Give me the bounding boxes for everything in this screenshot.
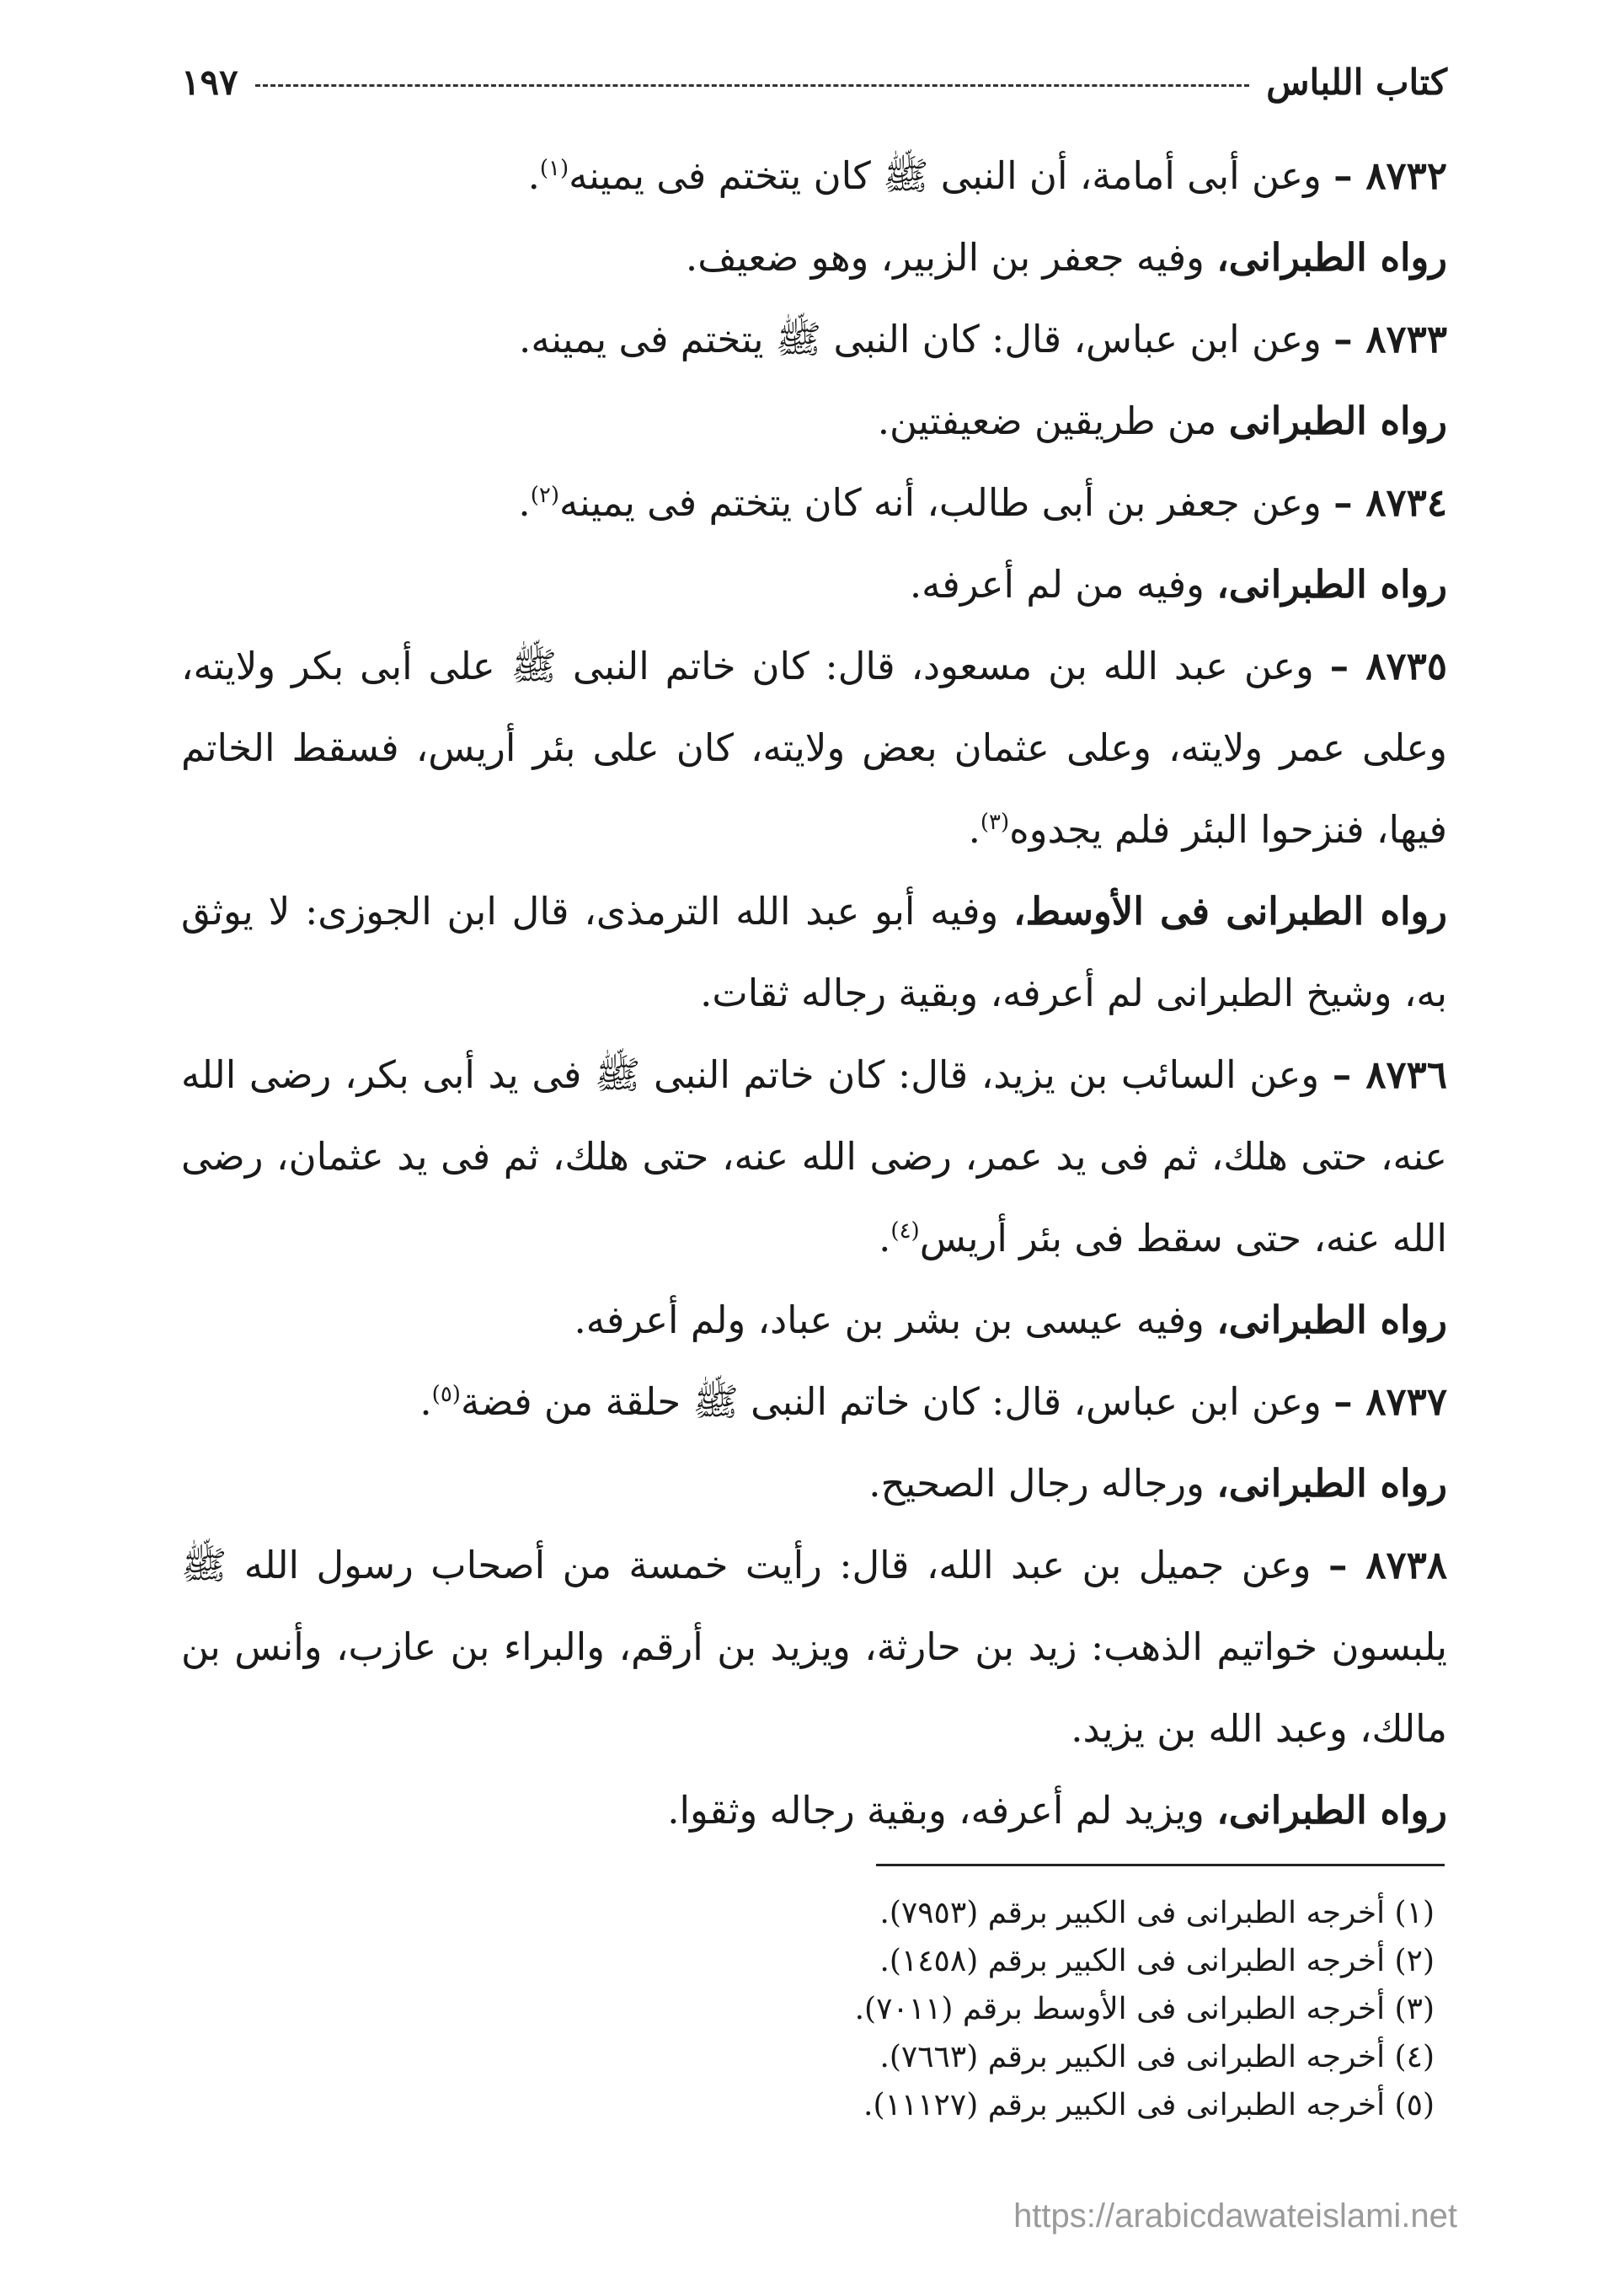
- hadith-8737: ٨٧٣٧ – وعن ابن عباس، قال: كان خاتم النبى ﷺ حلقة من فضة$^{(٥)}$.: [419, 1379, 1447, 1424]
- grading-text: وفيه جعفر بن الزبير، وهو ضعيف.: [685, 235, 1205, 280]
- hadith-8738: [181, 1524, 1447, 1769]
- grading-text: وفيه أبو عبد الله الترمذى، قال ابن الجوزى: لا يوثق به، وشيخ الطبرانى لم أعرفه، وبقية رجاله ثقات.: [181, 889, 1447, 1015]
- grading-8732: [181, 217, 1447, 298]
- hadith-number: ٨٧٣٦ –: [1332, 1052, 1447, 1097]
- grading-8734: [181, 543, 1447, 625]
- grading-text: ورجاله رجال الصحيح.: [868, 1461, 1205, 1506]
- footnote-ref: (٥): [431, 1382, 461, 1407]
- hadith-number: ٨٧٣٨ –: [1328, 1543, 1447, 1587]
- hadith-8732: ٨٧٣٢ – وعن أبى أمامة، أن النبى ﷺ كان يتختم فى يمينه$^{(١)}$.: [527, 153, 1447, 198]
- hadith-number: ٨٧٣٢ –: [1333, 153, 1447, 198]
- grading-8738: [181, 1769, 1447, 1851]
- hadith-number: ٨٧٣٤ –: [1333, 480, 1447, 525]
- chapter-title: كتاب اللباس: [1266, 61, 1447, 103]
- source-label: رواه الطبرانى،: [1216, 1461, 1447, 1506]
- footnote-ref: (٢): [530, 483, 560, 508]
- footnote-ref: (٤): [890, 1218, 920, 1244]
- hadith-text-content: وعن السائب بن يزيد، قال: كان خاتم النبى ﷺ فى يد أبى بكر، رضى الله عنه، حتى هلك، ثم فى يد عمر، رضى الله عنه، حتى هلك، ثم فى يد عثمان، رضى الله عنه، حتى سقط فى بئر أريس: [181, 1052, 1447, 1260]
- hadith-text-content: وعن ابن عباس، قال: كان النبى ﷺ يتختم فى يمينه.: [519, 317, 1322, 361]
- source-label: رواه الطبرانى فى الأوسط،: [1013, 889, 1447, 934]
- footnote-separator: [876, 1864, 1445, 1866]
- hadith-text-content: وعن أبى أمامة، أن النبى ﷺ كان يتختم فى يمينه: [569, 153, 1322, 198]
- hadith-8734: ٨٧٣٤ – وعن جعفر بن أبى طالب، أنه كان يتختم فى يمينه$^{(٢)}$.: [518, 480, 1447, 525]
- hadith-number: ٨٧٣٧ –: [1333, 1379, 1447, 1424]
- source-label: رواه الطبرانى،: [1216, 1788, 1447, 1833]
- source-label: رواه الطبرانى،: [1216, 562, 1447, 607]
- page-number: ١٩٧: [181, 61, 238, 103]
- hadith-8736: ٨٧٣٦ – وعن السائب بن يزيد، قال: كان خاتم النبى ﷺ فى يد أبى بكر، رضى الله عنه، حتى هلك، ثم فى يد عمر، رضى الله عنه، حتى هلك، ثم فى يد عثمان، رضى الله عنه، حتى سقط فى بئر أريس$^{(٤)}$.: [181, 1052, 1447, 1260]
- header-dash-line: [255, 84, 1250, 87]
- footnote-item: (٤) أخرجه الطبرانى فى الكبير برقم (٧٦٦٣).: [879, 2040, 1435, 2074]
- hadith-text-content: وعن عبد الله بن مسعود، قال: كان خاتم النبى ﷺ على أبى بكر ولايته، وعلى عمر ولايته، وعلى عثمان بعض ولايته، كان على بئر أريس، فسقط الخاتم فيها، فنزحوا البئر فلم يجدوه: [181, 644, 1447, 852]
- hadith-text-content: وعن جعفر بن أبى طالب، أنه كان يتختم فى يمينه: [559, 480, 1322, 525]
- hadith-8735: ٨٧٣٥ – وعن عبد الله بن مسعود، قال: كان خاتم النبى ﷺ على أبى بكر ولايته، وعلى عمر ولايته، وعلى عثمان بعض ولايته، كان على بئر أريس، فسقط الخاتم فيها، فنزحوا البئر فلم يجدوه$^{(٣)}$.: [181, 644, 1447, 852]
- footnote-item: (٥) أخرجه الطبرانى فى الكبير برقم (١١١٢٧).: [863, 2088, 1435, 2122]
- grading-text: ويزيد لم أعرفه، وبقية رجاله وثقوا.: [667, 1788, 1205, 1833]
- source-label: رواه الطبرانى،: [1216, 235, 1447, 280]
- footnote-item: (٣) أخرجه الطبرانى فى الأوسط برقم (٧٠١١).: [854, 1992, 1435, 2026]
- hadith-text-content: وعن ابن عباس، قال: كان خاتم النبى ﷺ حلقة من فضة: [460, 1379, 1322, 1424]
- hadith-number: ٨٧٣٥ –: [1329, 644, 1447, 688]
- grading-text: وفيه عيسى بن بشر بن عباد، ولم أعرفه.: [574, 1298, 1205, 1342]
- grading-text: وفيه من لم أعرفه.: [909, 562, 1205, 607]
- footnote-ref: (١): [539, 156, 569, 181]
- grading-8733: [181, 380, 1447, 462]
- hadith-number: ٨٧٣٣ –: [1333, 317, 1447, 361]
- grading-text: من طريقين ضعيفتين.: [877, 399, 1217, 443]
- footnote-ref: (٣): [980, 810, 1010, 835]
- hadith-8733: [181, 298, 1447, 380]
- footnote-item: (١) أخرجه الطبرانى فى الكبير برقم (٧٩٥٣).: [879, 1896, 1435, 1930]
- source-label: رواه الطبرانى،: [1216, 1298, 1447, 1342]
- running-header: [181, 52, 1447, 111]
- grading-8735: [181, 870, 1447, 1034]
- footnotes: [181, 1889, 1435, 2129]
- grading-8737: [181, 1442, 1447, 1524]
- hadith-text: [181, 135, 1447, 1851]
- grading-8736: [181, 1279, 1447, 1361]
- hadith-text-content: وعن جميل بن عبد الله، قال: رأيت خمسة من أصحاب رسول الله ﷺ يلبسون خواتيم الذهب: زيد بن حارثة، ويزيد بن أرقم، والبراء بن عازب، وأنس بن مالك، وعبد الله بن يزيد.: [181, 1543, 1447, 1751]
- footnote-item: (٢) أخرجه الطبرانى فى الكبير برقم (١٤٥٨).: [879, 1944, 1435, 1978]
- source-label: رواه الطبرانى: [1228, 399, 1447, 443]
- watermark-url: https://arabicdawateislami.net: [1013, 2197, 1457, 2234]
